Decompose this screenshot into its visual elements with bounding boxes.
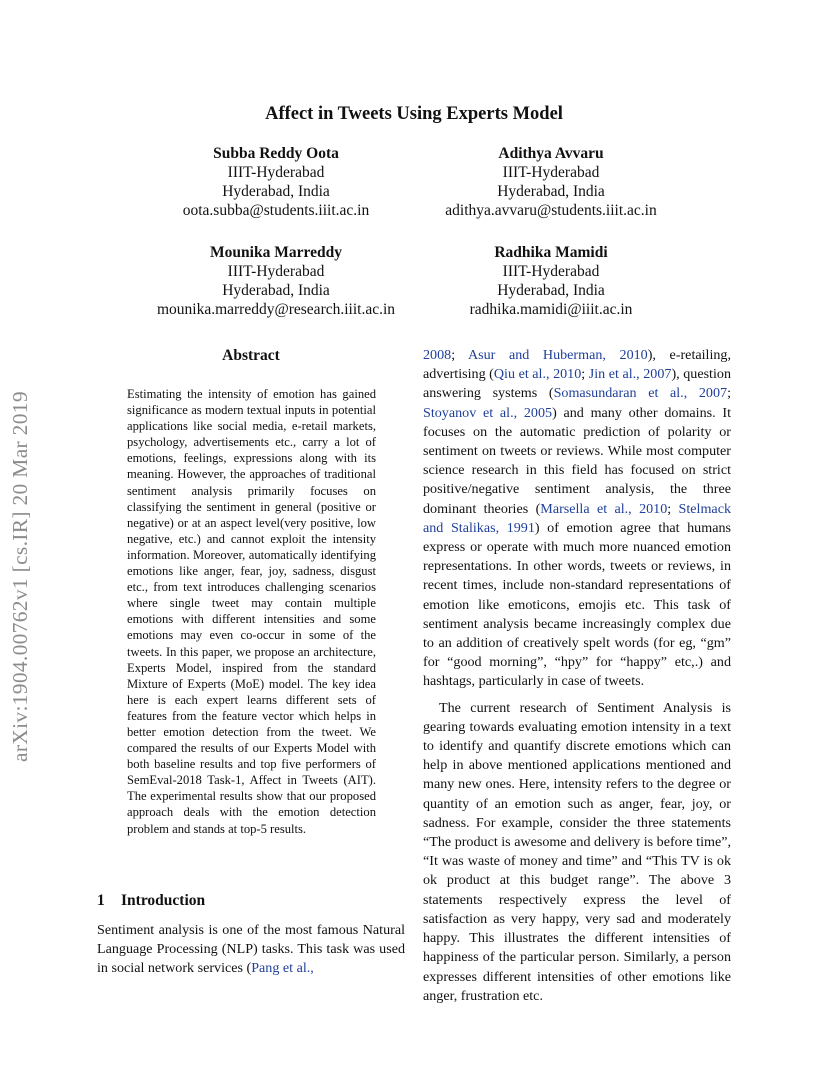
author-block xyxy=(126,243,426,319)
author-affiliation: IIIT-Hyderabad xyxy=(502,164,600,181)
author-email: radhika.mamidi@iiit.ac.in xyxy=(469,301,633,318)
citation-link[interactable]: Stelmack and Stalikas, 1991 xyxy=(423,500,731,536)
citation-link[interactable]: Jin et al., 2007 xyxy=(588,366,672,383)
citation-link[interactable]: Pang et al., xyxy=(251,960,314,977)
citation-link[interactable]: Somasundaran et al., 2007 xyxy=(553,385,728,402)
paper-title: Affect in Tweets Using Experts Model xyxy=(265,104,563,124)
citation-link[interactable]: Stoyanov et al., 2005 xyxy=(423,404,553,421)
body-text: ), question answering systems ( xyxy=(423,366,731,402)
author-block xyxy=(401,243,701,319)
abstract-heading: Abstract xyxy=(222,347,280,364)
author-email: adithya.avvaru@students.iiit.ac.in xyxy=(445,202,657,219)
body-text: ; xyxy=(451,347,468,363)
citation-link[interactable]: Asur and Huberman, 2010 xyxy=(467,347,648,363)
author-affiliation: IIIT-Hyderabad xyxy=(227,164,325,181)
body-text: ) and many other domains. It focuses on the automatic prediction of polarity or sentiment on tweets or reviews. While most computer science research in this field has focused on strict positive/negative sentiment analysis, the three dominant theories ( xyxy=(423,404,731,517)
author-email: oota.subba@students.iiit.ac.in xyxy=(182,202,370,219)
author-location: Hyderabad, India xyxy=(222,183,330,200)
citation-link[interactable]: 2008 xyxy=(423,347,452,363)
citation-link[interactable]: Qiu et al., 2010 xyxy=(493,366,582,383)
intro-paragraph-continued xyxy=(423,346,731,692)
section-number: 1 xyxy=(97,892,105,909)
author-name: Radhika Mamidi xyxy=(494,244,608,261)
author-location: Hyderabad, India xyxy=(497,183,605,200)
abstract-text: Estimating the intensity of emotion has gained significance as modern textual inputs in potential applications like social media, e-retail markets, psychology, advertisements etc., carry a lot of emotions, feelings, expressions along with its meaning. However, the approaches of traditional sentiment analysis primarily focuses on classifying the sentiment in general (positive or negative) or at an aspect level(very positive, low negative, etc.) and cannot exploit the intensity information. Moreover, automatically identifying emotions like anger, fear, joy, sadness, disgust etc., from text introduces challenging scenarios where single tweet may contain multiple emotions with different intensities and some emotions may even co-occur in some of the tweets. In this paper, we propose an architecture, Experts Model, inspired from the standard Mixture of Experts (MoE) model. The key idea here is each expert learns different sets of features from the feature vector which helps in better emotion detection from the tweet. We compared the results of our Experts Model with both baseline results and top five performers of SemEval-2018 Task-1, Affect in Tweets (AIT). The experimental results show that our proposed approach deals with the emotion detection problem and stands at top-5 results. xyxy=(127,387,376,836)
author-affiliation: IIIT-Hyderabad xyxy=(227,263,325,280)
arxiv-identifier: arXiv:1904.00762v1 [cs.IR] 20 Mar 2019 xyxy=(8,391,32,762)
citation-link[interactable]: Marsella et al., 2010 xyxy=(540,500,668,517)
intro-paragraph xyxy=(97,921,405,979)
author-name: Mounika Marreddy xyxy=(210,244,342,261)
author-location: Hyderabad, India xyxy=(497,282,605,299)
body-paragraph: The current research of Sentiment Analysis is gearing towards evaluating emotion intensity in a text to identify and quantify discrete emotions which can help in above mentioned applications mentioned and many new ones. Here, intensity refers to the degree or quantity of an emotion such as anger, fear, joy, or sadness. For example, consider the three statements “The product is awesome and delivery is before time”, “It was waste of money and time” and “This TV is ok ok product at this budget range”. The above 3 statements respectively express the level of satisfaction as very happy, very sad and moderately happy. This illustrates the different intensities of happiness of the particular person. Similarly, a person expresses different intensities of other emotions like anger, frustration etc. xyxy=(423,699,731,1004)
author-block xyxy=(401,144,701,220)
body-text: ) of emotion agree that humans express or operate with much more nuanced emotion representations. In other words, tweets or reviews, in recent times, include non-standard representations of emotion like emoticons, emojis etc. This task of sentiment analysis became increasingly complex due to an addition of creatively spelt words (for eg, “gm” for “good morning”, “hpy” for “happy” etc,.) and hashtags, particularly in case of tweets. xyxy=(423,519,731,690)
body-text: ; xyxy=(581,366,589,383)
right-column xyxy=(423,346,731,1006)
body-text: ; xyxy=(727,385,731,402)
author-email: mounika.marreddy@research.iiit.ac.in xyxy=(156,301,396,318)
body-text: ; xyxy=(667,500,679,517)
body-text: Sentiment analysis is one of the most famous Natural Language Processing (NLP) tasks. This task was used in social network services ( xyxy=(97,922,405,977)
section-heading xyxy=(97,892,205,910)
author-location: Hyderabad, India xyxy=(222,282,330,299)
author-name: Adithya Avvaru xyxy=(498,145,604,162)
author-name: Subba Reddy Oota xyxy=(213,145,339,162)
body-text: ), e-retailing, advertising ( xyxy=(423,347,731,383)
author-block xyxy=(126,144,426,220)
section-title: Introduction xyxy=(121,892,206,909)
author-affiliation: IIIT-Hyderabad xyxy=(502,263,600,280)
